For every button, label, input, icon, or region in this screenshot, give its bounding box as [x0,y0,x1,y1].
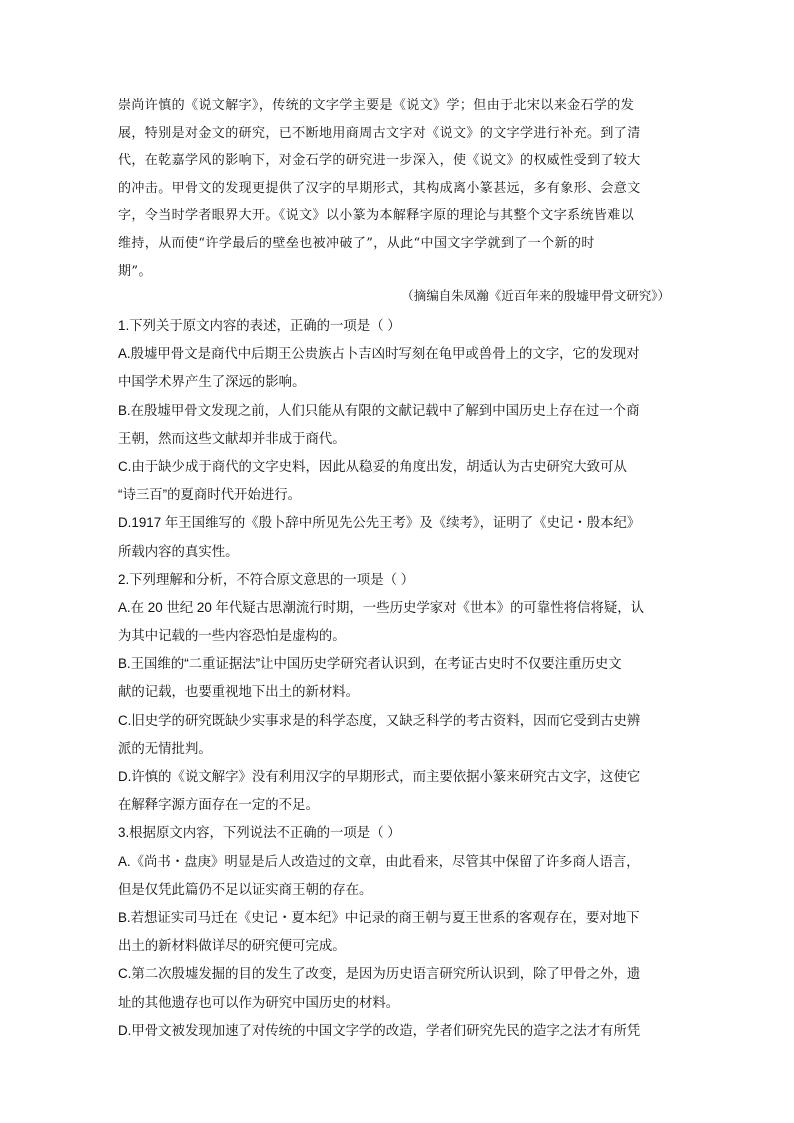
question-2-option-a: A.在 20 世纪 20 年代疑古思潮流行时期，一些历史学家对《世本》的可靠性将信将疑，认 [118,599,644,615]
question-1-option-d: D.1917 年王国维写的《殷卜辞中所见先公先王考》及《续考》，证明了《史记・殷本纪》 [118,515,641,531]
question-1-option-b-cont: 王朝，然而这些文献却并非成于商代。 [118,430,346,446]
passage-text [118,92,674,285]
question-1-option-a: A.殷墟甲骨文是商代中后期王公贵族占卜吉凶时写刻在龟甲或兽骨上的文字，它的发现对 [118,346,640,362]
question-2-option-d: D.许慎的《说文解字》没有利用汉字的早期形式，而主要依据小篆来研究古文字，这使它 [118,769,641,784]
passage-line: 崇尚许慎的《说文解字》，传统的文字学主要是《说文》学；但由于北宋以来金石学的发 [118,98,635,113]
question-2-option-c: C.旧史学的研究既缺少实事求是的科学态度，又缺乏科学的考古资料，因而它受到古史辨 [118,712,641,728]
question-3-option-c-cont: 址的其他遗存也可以作为研究中国历史的材料。 [118,994,400,1010]
question-3-option-b: B.若想证实司马迁在《史记・夏本纪》中记录的商王朝与夏王世系的客观存在，要对地下 [118,909,640,925]
question-3-option-a: A.《尚书・盘庚》明显是后人改造过的文章，由此看来，尽管其中保留了许多商人语言， [118,853,640,869]
question-2-stem: 2.下列理解和分析，不符合原文意思的一项是（ ） [118,571,415,587]
question-2-option-b: B.王国维的“二重证据法”让中国历史学研究者认识到，在考证古史时不仅要注重历史文 [118,656,622,672]
question-3-option-d: D.甲骨文被发现加速了对传统的中国文字学的改造，学者们研究先民的造字之法才有所凭 [118,1022,641,1038]
passage-line: 展，特别是对金文的研究，已不断地用商周古文字对《说文》的文字学进行补充。到了清 [118,125,641,141]
question-section [118,312,678,1045]
passage-line: 的冲击。甲骨文的发现更提供了汉字的早期形式，其构成离小篆甚远，多有象形、会意文 [118,180,641,196]
question-1-option-a-cont: 中国学术界产生了深远的影响。 [118,374,306,390]
passage-line: 维持，从而使“许学最后的壁垒也被冲破了”，从此“中国文字学就到了一个新的时 [118,235,595,251]
question-1-option-d-cont: 所载内容的真实性。 [118,543,239,559]
passage-line: 代，在乾嘉学风的影响下，对金石学的研究进一步深入，使《说文》的权威性受到了较大 [118,153,641,169]
question-2-option-a-cont: 为其中记载的一些内容恐怕是虚构的。 [118,628,346,644]
source-citation: （摘编自朱凤瀚《近百年来的殷墟甲骨文研究》） [401,288,670,303]
question-3-stem: 3.根据原文内容，下列说法不正确的一项是（ ） [118,825,401,841]
question-1-stem: 1.下列关于原文内容的表述，正确的一项是（ ） [118,318,401,333]
question-1-option-c: C.由于缺少成于商代的文字史料，因此从稳妥的角度出发，胡适认为古史研究大致可从 [118,458,627,474]
question-1-option-c-cont: “诗三百”的夏商时代开始进行。 [118,487,301,503]
passage-line: 期”。 [118,263,152,279]
question-3-option-c: C.第二次殷墟发掘的目的发生了改变，是因为历史语言研究所认识到，除了甲骨之外，遗 [118,966,641,982]
question-2-option-c-cont: 派的无情批判。 [118,740,212,756]
question-3-option-a-cont: 但是仅凭此篇仍不足以证实商王朝的存在。 [118,881,373,897]
passage-line: 字，令当时学者眼界大开。《说文》以小篆为本解释字原的理论与其整个文字系统皆难以 [118,208,635,224]
question-2-option-b-cont: 献的记载，也要重视地下出土的新材料。 [118,684,360,700]
question-2-option-d-cont: 在解释字源方面存在一定的不足。 [118,797,319,813]
question-3-option-b-cont: 出土的新材料做详尽的研究便可完成。 [118,938,346,954]
question-1-option-b: B.在殷墟甲骨文发现之前，人们只能从有限的文献记载中了解到中国历史上存在过一个商 [118,402,640,418]
